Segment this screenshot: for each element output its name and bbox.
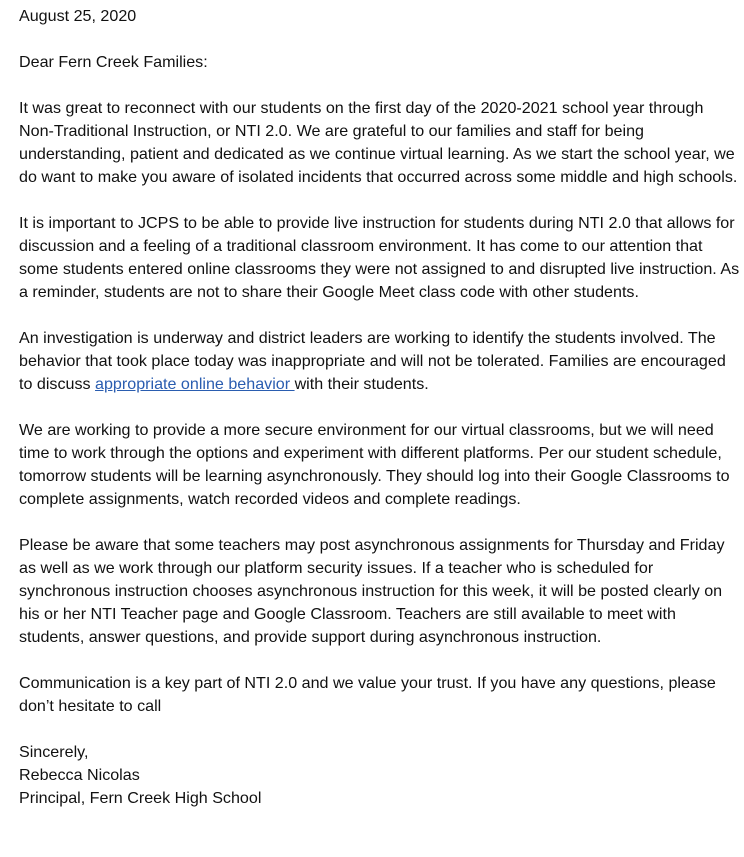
- paragraph-3-text-before: An investigation is underway and district leaders are working to identify the students involved. The behavior that took place today was inappropriate and will not be tolerated. Families are encouraged to discuss: [19, 329, 726, 393]
- letter-date: August 25, 2020: [19, 7, 137, 25]
- appropriate-online-behavior-link[interactable]: appropriate online behavior: [95, 375, 295, 393]
- letter-document: [19, 5, 741, 810]
- paragraph-1: It was great to reconnect with our students on the first day of the 2020-2021 school year through Non-Traditional Instruction, or NTI 2.0. We are grateful to our families and staff for being understanding, patient and dedicated as we continue virtual learning. As we start the school year, we do want to make you aware of isolated incidents that occurred across some middle and high schools.: [19, 99, 738, 186]
- paragraph-6: Communication is a key part of NTI 2.0 and we value your trust. If you have any questions, please don’t hesitate to call: [19, 674, 716, 715]
- paragraph-4: We are working to provide a more secure environment for our virtual classrooms, but we will need time to work through the options and experiment with different platforms. Per our student schedule, tomorrow students will be learning asynchronously. They should log into their Google Classrooms to complete assignments, watch recorded videos and complete readings.: [19, 421, 730, 508]
- valediction: Sincerely,: [19, 743, 89, 761]
- paragraph-2: It is important to JCPS to be able to provide live instruction for students during NTI 2.0 that allows for discussion and a feeling of a traditional classroom environment. It has come to our attention that some students entered online classrooms they were not assigned to and disrupted live instruction. As a reminder, students are not to share their Google Meet class code with other students.: [19, 214, 740, 301]
- signer-title: Principal, Fern Creek High School: [19, 789, 262, 807]
- signature-block: [19, 741, 741, 810]
- paragraph-3: [19, 327, 741, 396]
- paragraph-3-text-after: with their students.: [294, 375, 429, 393]
- paragraph-5: Please be aware that some teachers may post asynchronous assignments for Thursday and Friday as well as we work through our platform security issues. If a teacher who is scheduled for synchronous instruction chooses asynchronous instruction for this week, it will be posted clearly on his or her NTI Teacher page and Google Classroom. Teachers are still available to meet with students, answer questions, and provide support during asynchronous instruction.: [19, 536, 725, 646]
- signer-name: Rebecca Nicolas: [19, 766, 140, 784]
- salutation: Dear Fern Creek Families:: [19, 53, 208, 71]
